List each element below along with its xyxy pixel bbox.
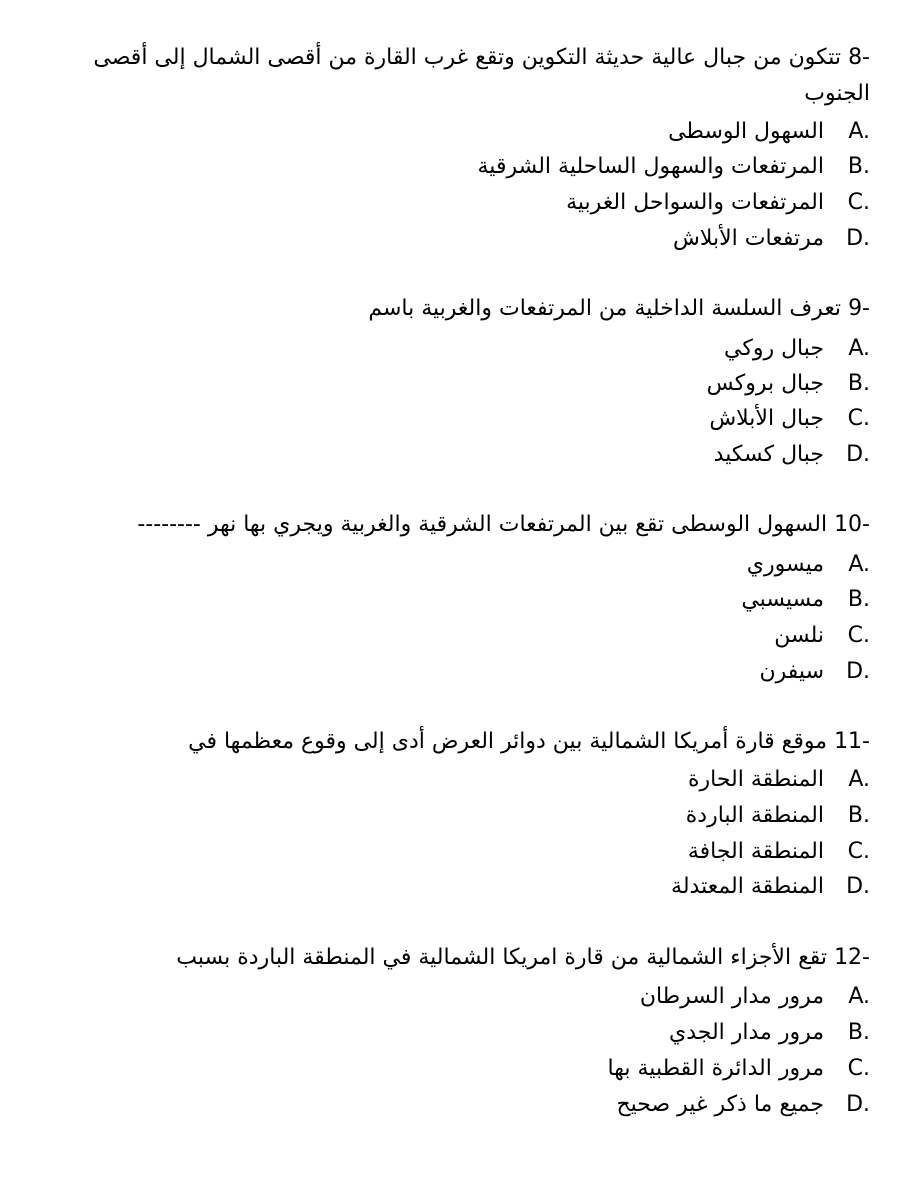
option-12d[interactable] (616, 1086, 870, 1122)
option-10b[interactable] (741, 581, 870, 617)
option-letter: A. (848, 983, 870, 1009)
option-9c[interactable] (709, 400, 870, 436)
question-text: تقع الأجزاء الشمالية من قارة امريكا الشمالية في المنطقة الباردة بسبب (176, 945, 828, 970)
option-10a[interactable] (747, 546, 870, 582)
option-text: المنطقة الحارة (687, 766, 824, 792)
option-text: المنطقة الجافة (687, 838, 824, 864)
option-text: جبال بروكس (706, 370, 824, 396)
option-letter: B. (847, 586, 870, 612)
option-text: المرتفعات والسواحل الغربية (566, 189, 824, 215)
option-10d[interactable] (760, 653, 871, 689)
question-10 (137, 507, 870, 543)
option-letter: C. (847, 838, 870, 864)
option-12b[interactable] (669, 1014, 870, 1050)
question-text: السهول الوسطى تقع بين المرتفعات الشرقية والغربية ويجري بها نهر -------- (137, 512, 828, 537)
option-8b[interactable] (478, 148, 870, 184)
option-11c[interactable] (688, 833, 870, 869)
option-9b[interactable] (707, 365, 870, 401)
option-letter: C. (847, 1055, 870, 1081)
option-text: المنطقة الباردة (685, 802, 824, 828)
option-text: مرتفعات الأبلاش (673, 225, 824, 251)
option-9d[interactable] (714, 436, 870, 472)
option-letter: A. (848, 766, 870, 792)
option-letter: D. (846, 658, 870, 684)
option-text: سيفرن (759, 658, 824, 684)
option-letter: D. (846, 1091, 870, 1117)
option-letter: C. (847, 622, 870, 648)
option-letter: B. (847, 153, 870, 179)
option-letter: D. (846, 441, 870, 467)
option-10c[interactable] (774, 617, 870, 653)
question-number: 11- (834, 729, 870, 754)
option-letter: B. (847, 370, 870, 396)
option-text: المنطقة المعتدلة (671, 873, 824, 899)
option-text: جميع ما ذكر غير صحيح (616, 1091, 824, 1117)
option-11d[interactable] (671, 868, 870, 904)
option-letter: B. (847, 802, 870, 828)
question-text: موقع قارة أمريكا الشمالية بين دوائر العرض أدى إلى وقوع معظمها في (188, 729, 828, 754)
question-number: 9- (848, 296, 870, 321)
option-8d[interactable] (673, 220, 870, 256)
option-text: جبال روكي (724, 335, 824, 361)
option-text: مرور الدائرة القطبية بها (607, 1055, 824, 1081)
option-text: نلسن (774, 622, 824, 648)
question-12 (176, 940, 870, 976)
option-letter: D. (846, 873, 870, 899)
question-11 (188, 724, 870, 760)
option-letter: A. (848, 551, 870, 577)
option-letter: C. (847, 189, 870, 215)
option-text: مرور مدار الجدي (668, 1019, 824, 1045)
option-letter: A. (848, 118, 870, 144)
question-number: 8- (848, 45, 870, 70)
option-text: ميسوري (746, 551, 824, 577)
option-text: المرتفعات والسهول الساحلية الشرقية (477, 153, 824, 179)
option-9a[interactable] (724, 330, 870, 366)
option-text: مسيسبي (741, 586, 824, 612)
option-11a[interactable] (688, 761, 870, 797)
question-number: 12- (834, 945, 870, 970)
question-8 (50, 40, 870, 112)
option-letter: D. (846, 225, 870, 251)
option-12a[interactable] (640, 978, 870, 1014)
option-text: جبال كسكيد (713, 441, 824, 467)
option-text: مرور مدار السرطان (639, 983, 824, 1009)
option-letter: B. (847, 1019, 870, 1045)
question-text: تعرف السلسة الداخلية من المرتفعات والغربية باسم (368, 296, 842, 321)
question-text: تتكون من جبال عالية حديثة التكوين وتقع غرب القارة من أقصى الشمال إلى أقصى الجنوب (93, 45, 870, 106)
option-letter: A. (848, 335, 870, 361)
question-9 (368, 291, 870, 327)
option-8c[interactable] (566, 184, 870, 220)
option-8a[interactable] (668, 113, 870, 149)
option-12c[interactable] (608, 1050, 870, 1086)
option-11b[interactable] (686, 797, 870, 833)
question-number: 10- (834, 512, 870, 537)
option-text: السهول الوسطى (668, 118, 824, 144)
option-text: جبال الأبلاش (709, 405, 824, 431)
option-letter: C. (847, 405, 870, 431)
